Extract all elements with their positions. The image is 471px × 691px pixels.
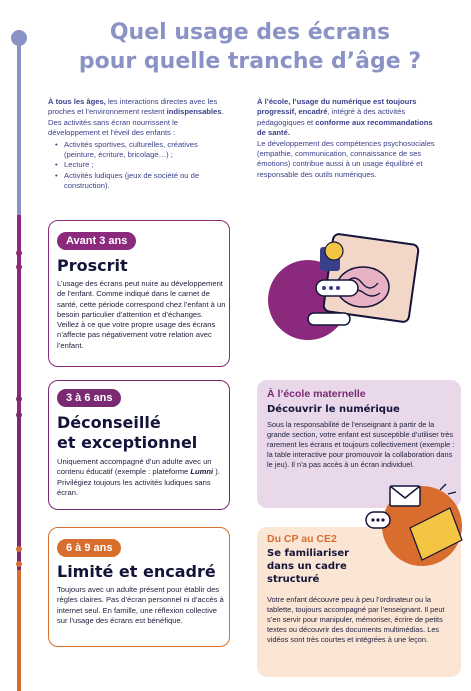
- title-line: Quel usage des écrans: [109, 20, 391, 45]
- card-text-part: Uniquement accompagné d’un adulte avec un contenu éducatif (exemple : plateforme: [57, 457, 212, 477]
- intro-text: les interactions directes avec les proches et l’environnement restent: [48, 97, 218, 117]
- lightbulb-icon: [325, 242, 343, 260]
- title-line: dans un cadre: [267, 561, 347, 572]
- intro-text: , intégré à des activités pédagogiques et: [257, 107, 406, 127]
- timeline-dot: [16, 412, 22, 418]
- card-6-to-9: [48, 527, 230, 647]
- intro-school: [257, 97, 437, 180]
- card-text: Votre enfant découvre peu à peu l’ordinateur ou la tablette, toujours accompagné par l’enseignant. Il peut s’en servir pour manipuler, mémoriser, écrire de petits textes ou découvrir des documents multimédias. Les vidéos sont très courtes et intégrées à une leçon.: [267, 595, 445, 645]
- age-badge: Avant 3 ans: [57, 232, 136, 250]
- timeline-dot: [16, 546, 22, 552]
- title-line: structuré: [267, 574, 320, 585]
- timeline-dot: [16, 561, 22, 567]
- card-heading: Limité et encadré: [57, 562, 216, 581]
- heading-line: et exceptionnel: [57, 433, 198, 452]
- laptop-envelope-illustration: [360, 478, 466, 570]
- card-3-to-6: [48, 380, 230, 510]
- lumni-brand: Lumni: [190, 467, 214, 477]
- activity-list: [48, 140, 228, 192]
- timeline: [17, 40, 21, 691]
- heading-line: Déconseillé: [57, 413, 161, 432]
- title-line: Se familiariser: [267, 548, 350, 559]
- timeline-dot: [16, 264, 22, 270]
- card-text: L’usage des écrans peut nuire au développement de l’enfant. Comme indiqué dans le carnet de santé, cette période correspond chez l’enfant à un besoin particulier d’attention et d’échanges. Veillez à ce que votre propre usage des écrans n’affecte pas négativement votre relation avec l’enfant.: [57, 279, 226, 350]
- age-badge: 3 à 6 ans: [57, 389, 121, 407]
- school-title: [267, 547, 349, 586]
- card-under-3: [48, 220, 230, 367]
- intro-text: . Des activités sans écran nourrissent le développement et l’éveil des enfants :: [48, 107, 224, 138]
- card-text: Sous la responsabilité de l’enseignant à partir de la grande section, votre enfant est susceptible d’utiliser très rarement les écrans et toujours collectivement (exemple : la table interactive pour promouvoir la collaboration dans le jeu). Il n’a pas accès à un écran individuel.: [267, 420, 455, 470]
- card-text: [57, 457, 227, 498]
- intro-bold: indispensables: [166, 107, 222, 117]
- timeline-dot: [16, 396, 22, 402]
- timeline-start-dot: [11, 30, 27, 46]
- list-item: • Lecture ;: [48, 160, 228, 170]
- school-title: Découvrir le numérique: [267, 404, 400, 415]
- school-label: Du CP au CE2: [267, 533, 337, 545]
- timeline-segment: [17, 215, 21, 415]
- timeline-segment: [17, 570, 21, 691]
- card-text-part: ). Privilégiez toujours les activités ludiques sans écran.: [57, 467, 220, 497]
- timeline-segment: [17, 40, 21, 215]
- intro-all-ages: [48, 97, 228, 192]
- intro-bold: À tous les âges,: [48, 97, 106, 106]
- timeline-dot: [16, 250, 22, 256]
- page-title: [50, 18, 450, 76]
- title-line: pour quelle tranche d’âge ?: [78, 49, 422, 74]
- brain-screens-illustration: [268, 225, 428, 345]
- intro-text: Le développement des compétences psychosociales (empathie, communication, connaissance de ses émotions) contribue aussi à un usage équilibré et responsable des outils numériques.: [257, 138, 435, 179]
- intro-bold: conforme aux recommandations de santé.: [257, 117, 433, 138]
- card-text: Toujours avec un adulte présent pour établir des règles claires. Pas d’écran personnel ni d’accès à internet seul. En famille, une réflexion collective sur l’usage des écrans est bénéfique.: [57, 585, 224, 625]
- card-heading: Proscrit: [57, 256, 128, 275]
- school-label: À l’école maternelle: [267, 388, 366, 400]
- intro-bold: À l’école, l’usage du numérique est toujours progressif, encadré: [257, 97, 417, 117]
- card-heading: [57, 413, 197, 453]
- list-item: • Activités ludiques (jeux de société ou de construction).: [48, 171, 228, 192]
- list-item: • Activités sportives, culturelles, créatives (peinture, écriture, bricolage…) ;: [48, 140, 228, 161]
- age-badge: 6 à 9 ans: [57, 539, 121, 557]
